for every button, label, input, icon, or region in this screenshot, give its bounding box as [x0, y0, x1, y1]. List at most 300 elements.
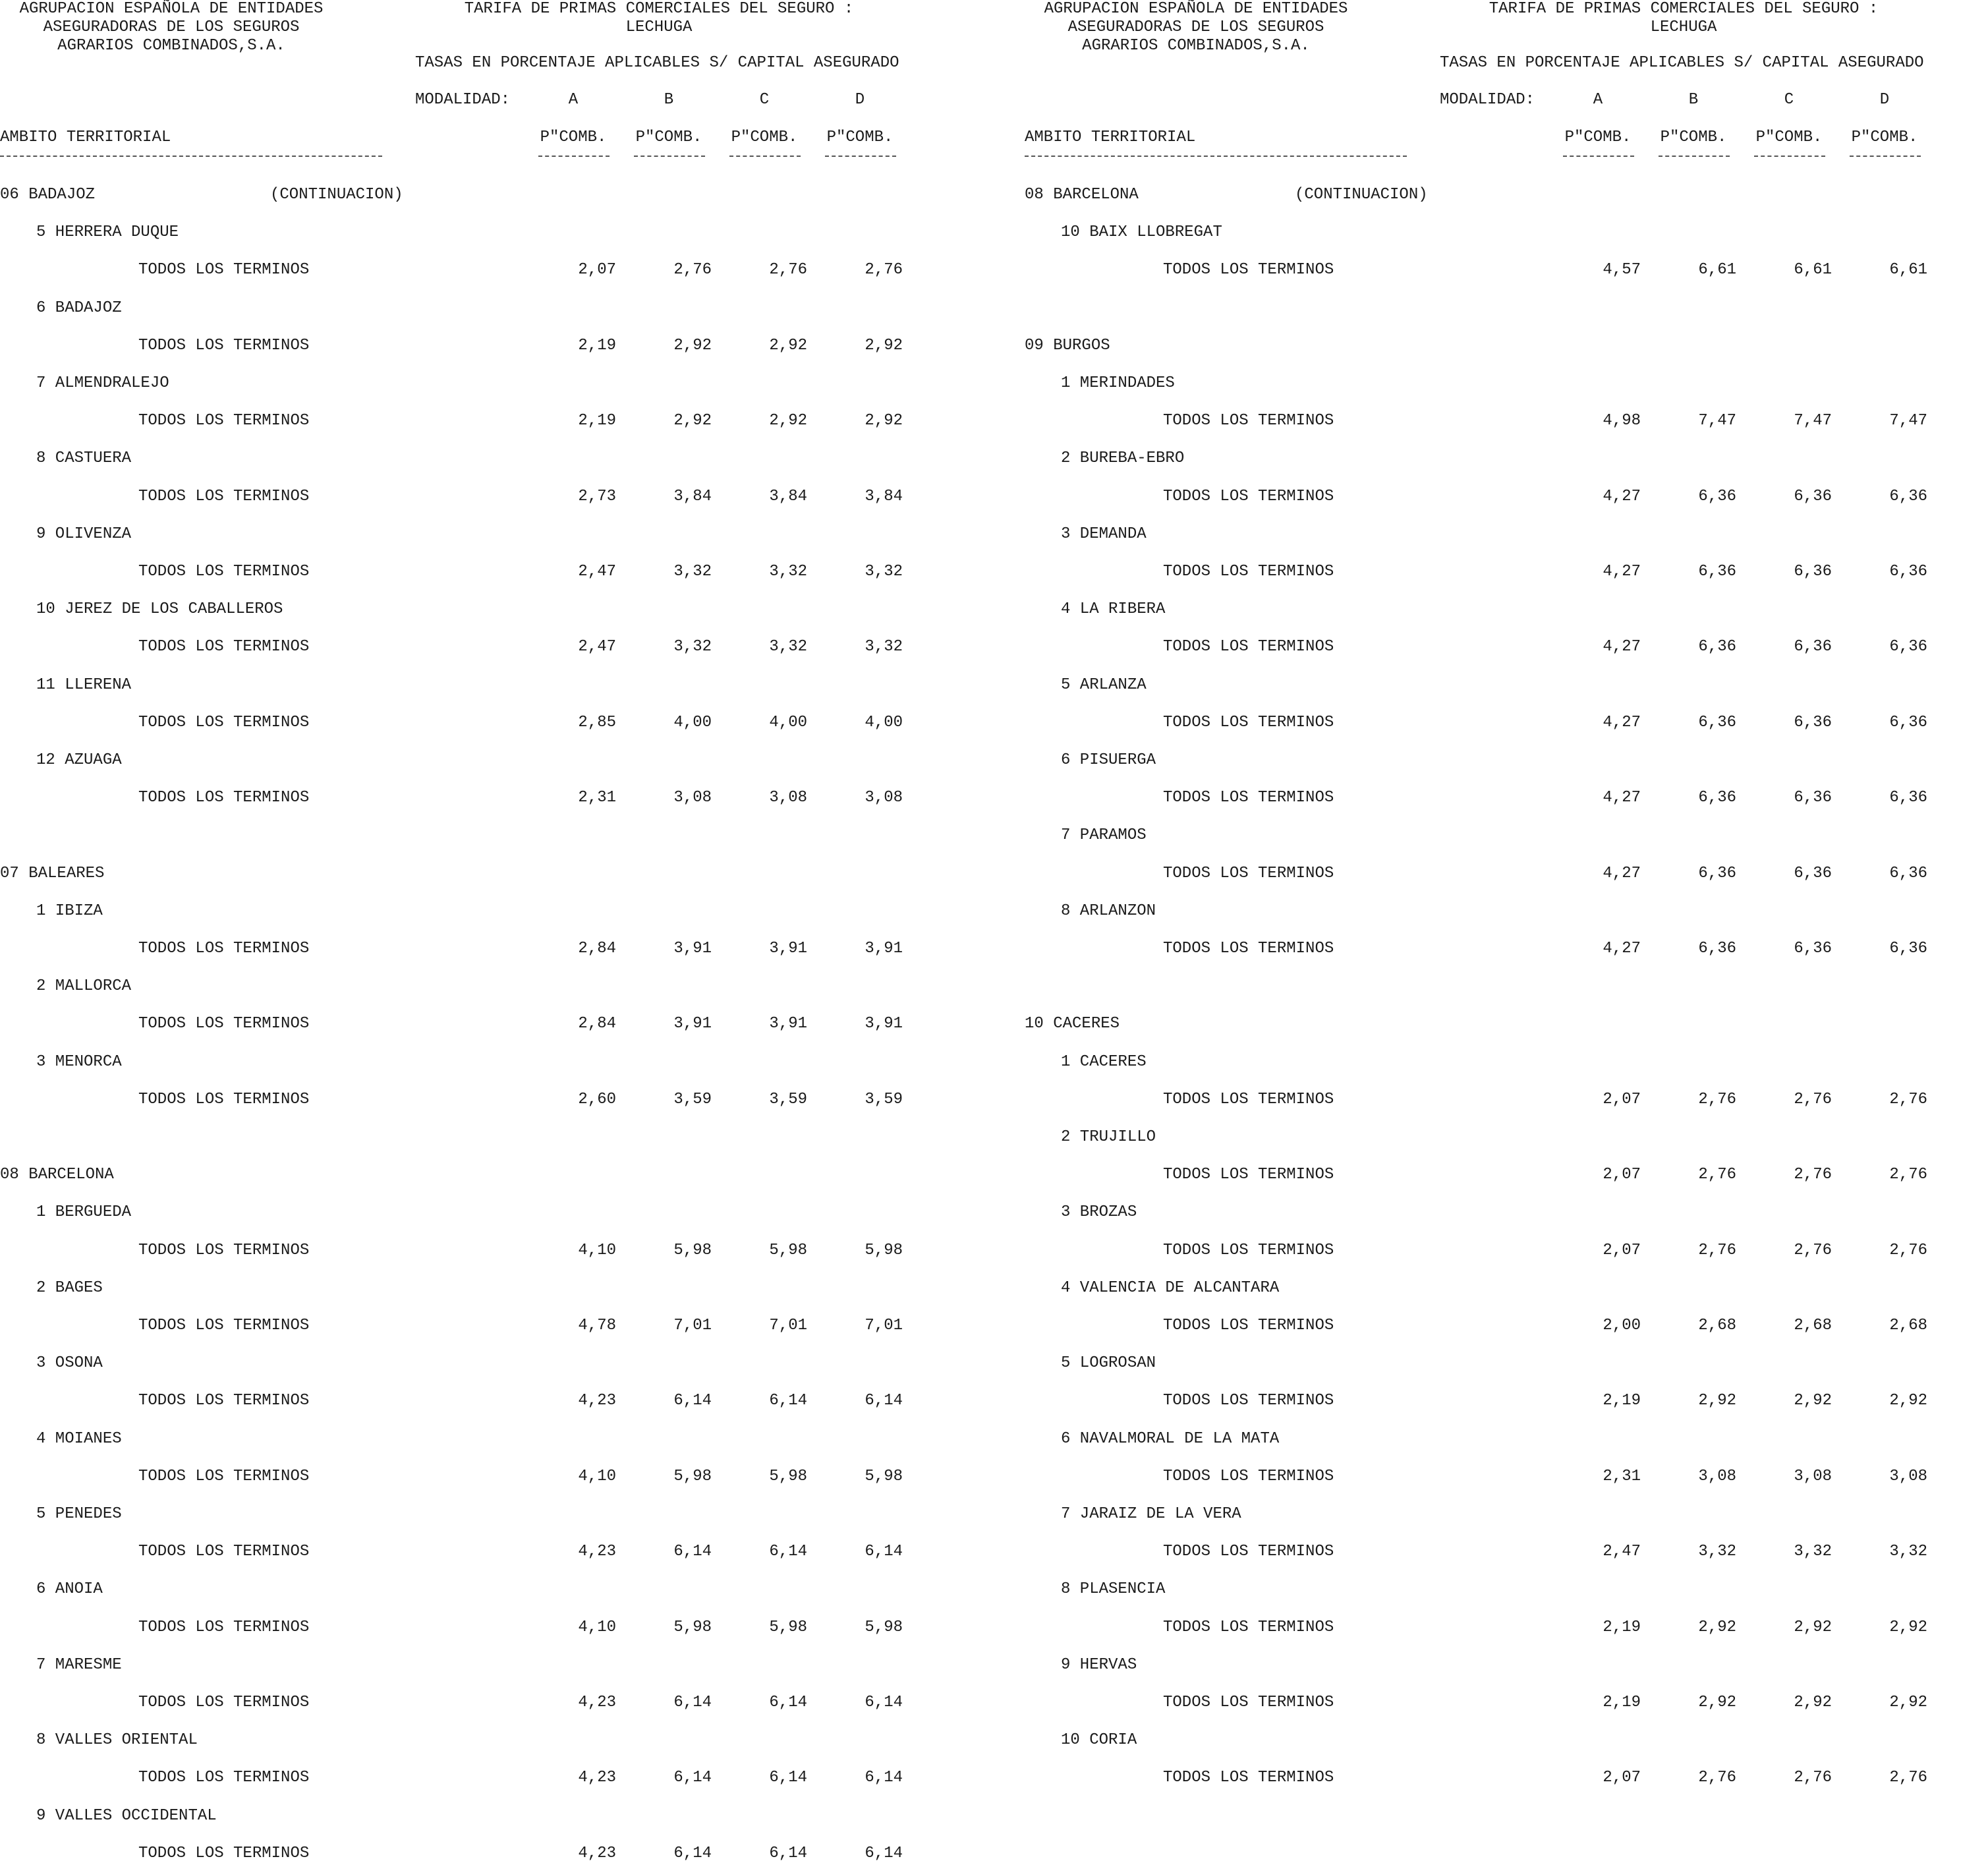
terms-row	[1025, 1392, 1960, 1410]
rate-a: 2,84	[578, 940, 616, 958]
rate-a: 2,07	[1603, 1241, 1641, 1259]
rate-a: 2,19	[1603, 1694, 1641, 1711]
comarca-row	[1025, 826, 1960, 845]
terms-label: TODOS LOS TERMINOS	[138, 638, 310, 656]
rate-c: 6,36	[1794, 563, 1832, 581]
terms-row	[0, 1242, 936, 1260]
terms-row	[1025, 1619, 1960, 1637]
province-name: 08 BARCELONA	[0, 1166, 114, 1184]
rate-a: 4,23	[578, 1392, 616, 1410]
comarca-row	[1025, 1203, 1960, 1222]
pcomb-underline	[1659, 156, 1730, 157]
rate-d: 6,14	[865, 1392, 903, 1410]
modalidad-a: A	[1593, 91, 1603, 109]
comarca-name: 4 LA RIBERA	[1061, 600, 1166, 619]
rate-c: 6,36	[1794, 940, 1832, 958]
rate-d: 6,14	[865, 1694, 903, 1711]
comarca-name: 10 CORIA	[1061, 1731, 1137, 1750]
terms-row	[0, 940, 936, 958]
terms-row	[0, 1769, 936, 1787]
terms-row	[0, 337, 936, 355]
pcomb-header: P"COMB.	[1660, 129, 1727, 146]
rate-d: 2,76	[1889, 1769, 1927, 1787]
terms-label: TODOS LOS TERMINOS	[1163, 1317, 1334, 1334]
terms-row	[0, 1091, 936, 1109]
rate-c: 6,14	[769, 1769, 807, 1787]
rate-c: 6,14	[769, 1543, 807, 1561]
terms-label: TODOS LOS TERMINOS	[138, 1392, 310, 1410]
terms-label: TODOS LOS TERMINOS	[1163, 1467, 1334, 1485]
rate-d: 2,92	[1889, 1694, 1927, 1711]
province-name: 10 CACERES	[1025, 1015, 1120, 1033]
comarca-row	[0, 374, 936, 393]
rate-d: 3,32	[865, 563, 903, 581]
rate-b: 4,00	[673, 713, 712, 731]
rate-a: 4,10	[578, 1618, 616, 1636]
pcomb-underline	[634, 156, 705, 157]
rate-b: 3,32	[673, 563, 712, 581]
terms-row	[0, 412, 936, 430]
rate-c: 3,32	[1794, 1543, 1832, 1561]
terms-label: TODOS LOS TERMINOS	[1163, 1392, 1334, 1410]
pcomb-underline	[825, 156, 896, 157]
rate-d: 5,98	[865, 1618, 903, 1636]
rate-a: 2,19	[1603, 1618, 1641, 1636]
rate-a: 2,07	[578, 261, 616, 279]
terms-row	[0, 1694, 936, 1712]
terms-label: TODOS LOS TERMINOS	[138, 261, 310, 279]
modalidad-b: B	[1688, 91, 1699, 109]
rate-a: 2,31	[578, 789, 616, 807]
rate-a: 4,23	[578, 1543, 616, 1561]
rate-c: 2,92	[769, 412, 807, 430]
terms-label: TODOS LOS TERMINOS	[1163, 412, 1334, 430]
rate-b: 6,36	[1698, 563, 1736, 581]
comarca-row	[1025, 1053, 1960, 1072]
rate-a: 2,31	[1603, 1467, 1641, 1485]
rate-d: 6,36	[1889, 487, 1927, 505]
terms-row	[1025, 1091, 1960, 1109]
rate-a: 4,27	[1603, 487, 1641, 505]
rate-a: 4,78	[578, 1317, 616, 1334]
rate-d: 2,76	[1889, 1090, 1927, 1108]
rate-d: 6,61	[1889, 261, 1927, 279]
comarca-name: 5 ARLANZA	[1061, 675, 1147, 694]
rate-b: 2,76	[1698, 1241, 1736, 1259]
rate-d: 6,36	[1889, 940, 1927, 958]
rate-d: 3,91	[865, 1015, 903, 1033]
terms-label: TODOS LOS TERMINOS	[138, 336, 310, 355]
comarca-row	[0, 1731, 936, 1750]
rate-c: 5,98	[769, 1241, 807, 1259]
comarca-row	[1025, 1354, 1960, 1373]
rate-d: 6,36	[1889, 638, 1927, 656]
comarca-name: 12 AZUAGA	[36, 751, 122, 769]
comarca-row	[0, 1279, 936, 1298]
rate-a: 2,60	[578, 1090, 616, 1108]
rate-c: 6,36	[1794, 713, 1832, 731]
rate-d: 6,36	[1889, 713, 1927, 731]
terms-row	[1025, 638, 1960, 656]
terms-label: TODOS LOS TERMINOS	[1163, 1241, 1334, 1259]
terms-row	[1025, 1242, 1960, 1260]
rate-d: 2,76	[1889, 1241, 1927, 1259]
terms-row	[0, 1543, 936, 1561]
insurer-name: AGRUPACION ESPAÑOLA DE ENTIDADES ASEGURADORAS DE LOS SEGUROS AGRARIOS COMBINADOS,S.A.	[1044, 0, 1348, 55]
terms-row	[0, 563, 936, 581]
rate-a: 4,27	[1603, 789, 1641, 807]
comarca-name: 8 PLASENCIA	[1061, 1580, 1166, 1599]
modalidad-b: B	[664, 91, 674, 109]
comarca-row	[1025, 1656, 1960, 1675]
comarca-name: 1 MERINDADES	[1061, 374, 1175, 392]
rate-c: 2,92	[1794, 1694, 1832, 1711]
rate-c: 3,91	[769, 940, 807, 958]
pcomb-header: P"COMB.	[826, 129, 894, 146]
terms-row	[0, 1392, 936, 1410]
rate-a: 2,19	[1603, 1392, 1641, 1410]
comarca-name: 2 BUREBA-EBRO	[1061, 449, 1185, 468]
comarca-name: 5 PENEDES	[36, 1505, 122, 1523]
rate-b: 3,08	[1698, 1467, 1736, 1485]
comarca-name: 3 DEMANDA	[1061, 525, 1147, 543]
rate-a: 2,47	[578, 638, 616, 656]
comarca-name: 4 VALENCIA DE ALCANTARA	[1061, 1278, 1280, 1297]
terms-row	[1025, 261, 1960, 279]
province-row	[1025, 186, 1960, 204]
modalidad-a: A	[568, 91, 579, 109]
rate-c: 2,76	[1794, 1166, 1832, 1184]
tariff-page-right	[1025, 0, 1988, 1787]
rate-c: 2,76	[1794, 1090, 1832, 1108]
rate-a: 4,27	[1603, 864, 1641, 882]
rate-c: 3,59	[769, 1090, 807, 1108]
rate-b: 5,98	[673, 1241, 712, 1259]
terms-label: TODOS LOS TERMINOS	[138, 1015, 310, 1033]
rate-d: 2,68	[1889, 1317, 1927, 1334]
rate-c: 5,98	[769, 1467, 807, 1485]
rate-b: 7,47	[1698, 412, 1736, 430]
comarca-row	[0, 902, 936, 921]
rate-d: 5,98	[865, 1241, 903, 1259]
comarca-row	[1025, 600, 1960, 619]
rate-d: 6,36	[1889, 864, 1927, 882]
comarca-name: 1 IBIZA	[36, 902, 103, 920]
province-name: 07 BALEARES	[0, 864, 105, 882]
rate-c: 2,76	[769, 261, 807, 279]
rate-c: 2,76	[1794, 1241, 1832, 1259]
terms-label: TODOS LOS TERMINOS	[1163, 261, 1334, 279]
rate-d: 3,84	[865, 487, 903, 505]
rate-b: 6,36	[1698, 638, 1736, 656]
rate-d: 2,92	[865, 412, 903, 430]
rate-c: 6,36	[1794, 864, 1832, 882]
insurer-name: AGRUPACION ESPAÑOLA DE ENTIDADES ASEGURADORAS DE LOS SEGUROS AGRARIOS COMBINADOS,S.A.	[19, 0, 324, 55]
rate-b: 2,76	[1698, 1090, 1736, 1108]
rate-c: 3,08	[769, 789, 807, 807]
rate-b: 6,14	[673, 1543, 712, 1561]
comarca-row	[0, 676, 936, 695]
rate-c: 3,32	[769, 638, 807, 656]
pcomb-header: P"COMB.	[1564, 129, 1632, 146]
ambito-underline	[1025, 156, 1407, 157]
rate-a: 2,19	[578, 336, 616, 355]
province-row	[0, 186, 936, 204]
modalidad-d: D	[1879, 91, 1890, 109]
terms-row	[0, 714, 936, 732]
rate-c: 7,01	[769, 1317, 807, 1334]
comarca-row	[0, 1354, 936, 1373]
rate-c: 2,68	[1794, 1317, 1832, 1334]
terms-row	[1025, 1317, 1960, 1335]
rate-c: 7,47	[1794, 412, 1832, 430]
rate-d: 6,14	[865, 1844, 903, 1862]
rate-a: 4,27	[1603, 713, 1641, 731]
comarca-row	[1025, 1128, 1960, 1147]
rate-b: 2,92	[1698, 1392, 1736, 1410]
rate-a: 2,07	[1603, 1769, 1641, 1787]
province-row	[1025, 1015, 1960, 1033]
rate-a: 4,23	[578, 1694, 616, 1711]
terms-label: TODOS LOS TERMINOS	[1163, 487, 1334, 505]
comarca-row	[0, 1807, 936, 1825]
rate-a: 2,00	[1603, 1317, 1641, 1334]
rate-b: 5,98	[673, 1618, 712, 1636]
rate-a: 4,27	[1603, 563, 1641, 581]
rate-c: 2,76	[1794, 1769, 1832, 1787]
rate-b: 6,36	[1698, 487, 1736, 505]
rate-b: 6,14	[673, 1769, 712, 1787]
rate-b: 3,84	[673, 487, 712, 505]
rate-d: 3,32	[1889, 1543, 1927, 1561]
rates-caption: TASAS EN PORCENTAJE APLICABLES S/ CAPITAL ASEGURADO	[415, 54, 899, 72]
rate-a: 4,98	[1603, 412, 1641, 430]
pcomb-header: P"COMB.	[635, 129, 702, 146]
comarca-row	[1025, 751, 1960, 770]
comarca-name: 3 OSONA	[36, 1354, 103, 1373]
comarca-row	[0, 1203, 936, 1222]
comarca-row	[0, 600, 936, 619]
comarca-name: 4 MOIANES	[36, 1429, 122, 1448]
comarca-name: 2 TRUJILLO	[1061, 1128, 1156, 1146]
rate-d: 4,00	[865, 713, 903, 731]
rate-a: 2,47	[1603, 1543, 1641, 1561]
terms-label: TODOS LOS TERMINOS	[138, 1769, 310, 1787]
rate-a: 4,10	[578, 1467, 616, 1485]
comarca-name: 6 BADAJOZ	[36, 299, 122, 317]
rate-b: 2,92	[1698, 1618, 1736, 1636]
rate-a: 4,23	[578, 1769, 616, 1787]
rate-c: 6,36	[1794, 487, 1832, 505]
terms-row	[1025, 940, 1960, 958]
terms-row	[1025, 714, 1960, 732]
modalidad-c: C	[759, 91, 770, 109]
comarca-row	[0, 1430, 936, 1448]
comarca-row	[1025, 1580, 1960, 1599]
rate-a: 4,10	[578, 1241, 616, 1259]
rate-d: 3,08	[865, 789, 903, 807]
terms-row	[0, 638, 936, 656]
comarca-row	[0, 1505, 936, 1524]
terms-label: TODOS LOS TERMINOS	[138, 713, 310, 731]
terms-row	[0, 1845, 936, 1863]
comarca-name: 10 JEREZ DE LOS CABALLEROS	[36, 600, 283, 619]
comarca-name: 5 HERRERA DUQUE	[36, 223, 179, 242]
terms-row	[1025, 1543, 1960, 1561]
terms-label: TODOS LOS TERMINOS	[1163, 789, 1334, 807]
terms-label: TODOS LOS TERMINOS	[1163, 1769, 1334, 1787]
terms-label: TODOS LOS TERMINOS	[138, 412, 310, 430]
pcomb-underline	[1754, 156, 1825, 157]
terms-label: TODOS LOS TERMINOS	[138, 1844, 310, 1862]
rate-b: 6,36	[1698, 789, 1736, 807]
rate-d: 2,92	[1889, 1618, 1927, 1636]
province-row	[0, 865, 936, 883]
rate-c: 5,98	[769, 1618, 807, 1636]
rate-c: 3,91	[769, 1015, 807, 1033]
comarca-row	[1025, 1505, 1960, 1524]
terms-row	[0, 789, 936, 807]
rate-b: 6,14	[673, 1392, 712, 1410]
rates-caption: TASAS EN PORCENTAJE APLICABLES S/ CAPITAL ASEGURADO	[1440, 54, 1924, 72]
province-name: 08 BARCELONA	[1025, 186, 1139, 204]
rate-b: 3,59	[673, 1090, 712, 1108]
terms-label: TODOS LOS TERMINOS	[138, 1317, 310, 1334]
comarca-row	[0, 299, 936, 318]
province-name: 06 BADAJOZ	[0, 186, 96, 204]
rate-a: 2,19	[578, 412, 616, 430]
terms-row	[1025, 789, 1960, 807]
comarca-row	[0, 223, 936, 242]
comarca-name: 7 JARAIZ DE LA VERA	[1061, 1505, 1241, 1523]
rate-b: 2,68	[1698, 1317, 1736, 1334]
rate-b: 3,91	[673, 940, 712, 958]
terms-label: TODOS LOS TERMINOS	[1163, 1090, 1334, 1108]
rate-c: 6,61	[1794, 261, 1832, 279]
tariff-title: TARIFA DE PRIMAS COMERCIALES DEL SEGURO : LECHUGA	[1489, 0, 1879, 36]
terms-row	[0, 1468, 936, 1486]
terms-row	[1025, 488, 1960, 506]
rate-c: 2,92	[769, 336, 807, 355]
comarca-row	[0, 751, 936, 770]
comarca-name: 3 BROZAS	[1061, 1203, 1137, 1222]
rate-d: 6,14	[865, 1769, 903, 1787]
rate-d: 7,47	[1889, 412, 1927, 430]
pcomb-header: P"COMB.	[731, 129, 798, 146]
comarca-name: 8 VALLES ORIENTAL	[36, 1731, 198, 1750]
comarca-row	[1025, 1731, 1960, 1750]
terms-label: TODOS LOS TERMINOS	[1163, 864, 1334, 882]
rate-c: 6,36	[1794, 789, 1832, 807]
comarca-name: 10 BAIX LLOBREGAT	[1061, 223, 1222, 242]
rate-a: 2,07	[1603, 1166, 1641, 1184]
comarca-name: 7 PARAMOS	[1061, 826, 1147, 845]
comarca-row	[1025, 676, 1960, 695]
pcomb-underline	[538, 156, 610, 157]
terms-label: TODOS LOS TERMINOS	[138, 1618, 310, 1636]
comarca-name: 2 BAGES	[36, 1278, 103, 1297]
rate-b: 6,36	[1698, 940, 1736, 958]
rate-a: 4,27	[1603, 638, 1641, 656]
comarca-name: 1 BERGUEDA	[36, 1203, 132, 1222]
rate-a: 2,07	[1603, 1090, 1641, 1108]
comarca-name: 7 MARESME	[36, 1655, 122, 1674]
rate-c: 2,92	[1794, 1618, 1832, 1636]
rate-c: 6,14	[769, 1844, 807, 1862]
comarca-row	[1025, 525, 1960, 544]
comarca-name: 6 ANOIA	[36, 1580, 103, 1599]
comarca-name: 6 NAVALMORAL DE LA MATA	[1061, 1429, 1280, 1448]
terms-row	[0, 488, 936, 506]
rate-d: 2,76	[1889, 1166, 1927, 1184]
rate-c: 2,92	[1794, 1392, 1832, 1410]
terms-label: TODOS LOS TERMINOS	[138, 563, 310, 581]
comarca-name: 9 HERVAS	[1061, 1655, 1137, 1674]
terms-row	[1025, 1694, 1960, 1712]
rate-c: 6,36	[1794, 638, 1832, 656]
terms-row	[1025, 1468, 1960, 1486]
pcomb-underline	[1850, 156, 1921, 157]
terms-label: TODOS LOS TERMINOS	[138, 1543, 310, 1561]
rate-b: 6,14	[673, 1694, 712, 1711]
rate-d: 2,92	[865, 336, 903, 355]
comarca-row	[1025, 449, 1960, 468]
rate-b: 2,76	[673, 261, 712, 279]
rate-d: 3,32	[865, 638, 903, 656]
comarca-row	[0, 525, 936, 544]
rate-d: 6,36	[1889, 563, 1927, 581]
terms-row	[1025, 412, 1960, 430]
rate-c: 6,14	[769, 1392, 807, 1410]
ambito-header: AMBITO TERRITORIAL	[1025, 129, 1196, 146]
rate-c: 3,32	[769, 563, 807, 581]
rate-d: 7,01	[865, 1317, 903, 1334]
rate-a: 2,85	[578, 713, 616, 731]
ambito-header: AMBITO TERRITORIAL	[0, 129, 171, 146]
comarca-row	[1025, 223, 1960, 242]
rate-d: 6,36	[1889, 789, 1927, 807]
tariff-title: TARIFA DE PRIMAS COMERCIALES DEL SEGURO : LECHUGA	[464, 0, 854, 36]
terms-label: TODOS LOS TERMINOS	[1163, 713, 1334, 731]
province-row	[0, 1166, 936, 1184]
comarca-row	[1025, 902, 1960, 921]
rate-b: 2,76	[1698, 1769, 1736, 1787]
modalidad-label: MODALIDAD:	[415, 91, 511, 109]
rate-b: 3,91	[673, 1015, 712, 1033]
rate-d: 2,92	[1889, 1392, 1927, 1410]
comarca-row	[1025, 1430, 1960, 1448]
modalidad-label: MODALIDAD:	[1440, 91, 1535, 109]
terms-label: TODOS LOS TERMINOS	[138, 1090, 310, 1108]
terms-label: TODOS LOS TERMINOS	[1163, 1694, 1334, 1711]
rate-b: 6,61	[1698, 261, 1736, 279]
comarca-name: 6 PISUERGA	[1061, 751, 1156, 769]
rate-c: 3,84	[769, 487, 807, 505]
province-name: 09 BURGOS	[1025, 336, 1110, 355]
province-row	[1025, 337, 1960, 355]
terms-row	[1025, 1166, 1960, 1184]
comarca-row	[1025, 1279, 1960, 1298]
terms-label: TODOS LOS TERMINOS	[138, 1241, 310, 1259]
comarca-name: 2 MALLORCA	[36, 977, 132, 996]
rate-b: 5,98	[673, 1467, 712, 1485]
comarca-row	[0, 1656, 936, 1675]
rate-b: 2,92	[1698, 1694, 1736, 1711]
rate-b: 3,32	[673, 638, 712, 656]
comarca-name: 7 ALMENDRALEJO	[36, 374, 169, 392]
rate-b: 7,01	[673, 1317, 712, 1334]
terms-label: TODOS LOS TERMINOS	[138, 789, 310, 807]
